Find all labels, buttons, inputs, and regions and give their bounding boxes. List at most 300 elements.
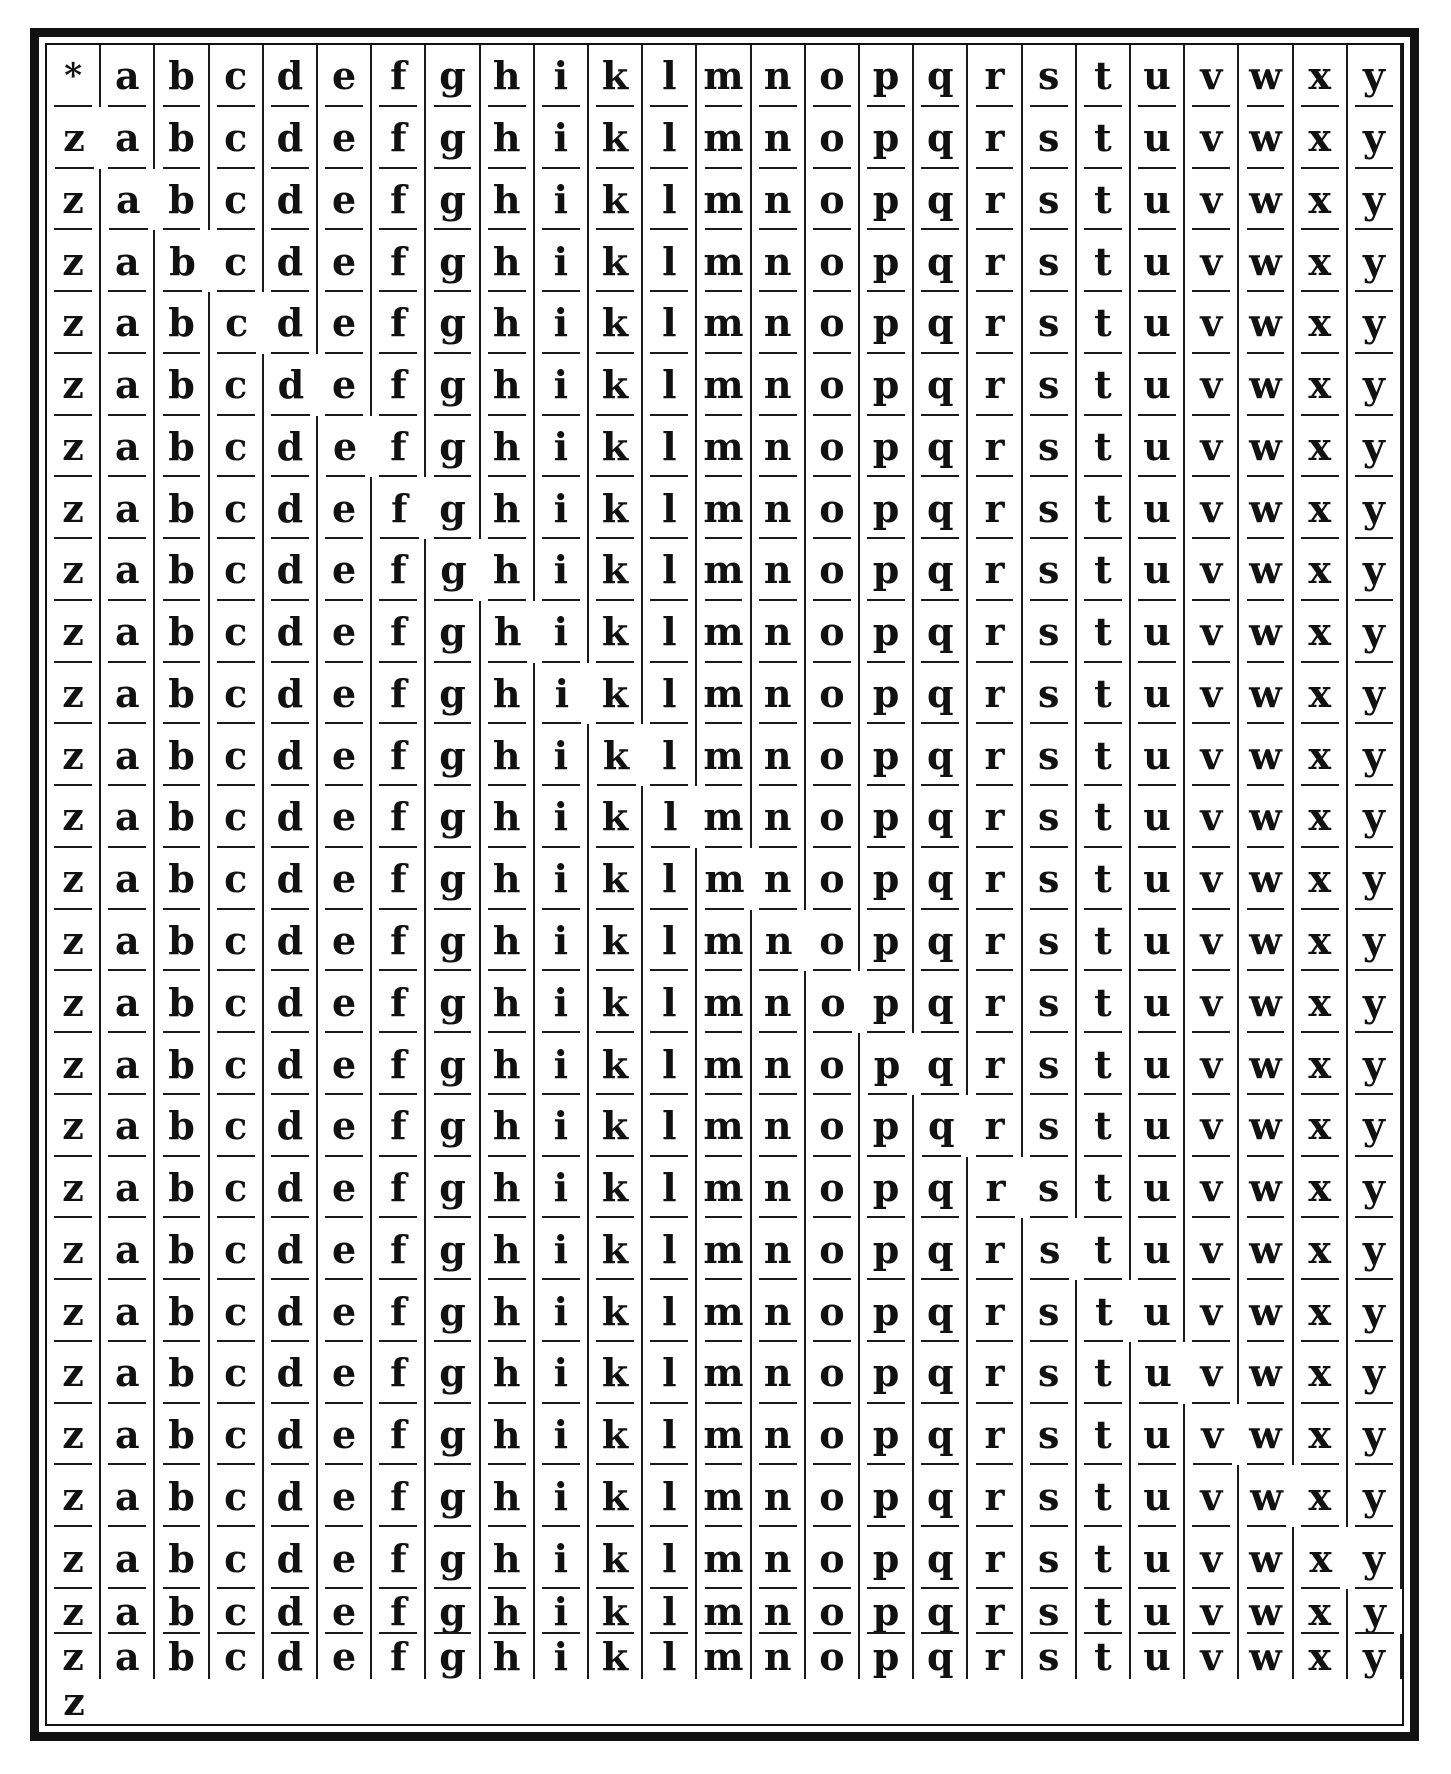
table-cell: c: [210, 292, 264, 354]
table-cell: d: [264, 230, 318, 292]
table-cell: m: [697, 601, 751, 663]
table-cell: b: [155, 477, 209, 539]
table-cell: m: [697, 1033, 751, 1095]
table-cell: r: [968, 910, 1022, 972]
table-cell: h: [481, 107, 535, 169]
table-cell: b: [155, 1527, 209, 1589]
table-cell: m: [697, 1095, 751, 1157]
table-cell: f: [372, 1095, 426, 1157]
table-cell: v: [1185, 1589, 1239, 1634]
table-cell: m: [697, 230, 751, 292]
table-cell: p: [860, 848, 914, 910]
table-cell: k: [589, 477, 643, 539]
table-cell: a: [101, 539, 155, 601]
table-cell: f: [372, 1527, 426, 1589]
table-cell: w: [1239, 477, 1293, 539]
table-cell: k: [589, 1033, 643, 1095]
table-cell: f: [372, 1218, 426, 1280]
table-cell: w: [1239, 663, 1293, 725]
table-cell: l: [643, 292, 697, 354]
table-cell: b: [155, 1342, 209, 1404]
table-cell: x: [1294, 354, 1348, 416]
table-cell: n: [752, 354, 806, 416]
table-cell: z: [47, 477, 101, 539]
table-cell: z: [47, 1589, 101, 1634]
table-cell: a: [101, 971, 155, 1033]
table-cell: r: [968, 848, 1022, 910]
row-key-cell: c: [210, 230, 264, 292]
table-cell: h: [481, 786, 535, 848]
table-cell: s: [1023, 910, 1077, 972]
table-cell: c: [210, 1218, 264, 1280]
table-cell: x: [1294, 786, 1348, 848]
table-cell: r: [968, 971, 1022, 1033]
table-cell: c: [210, 848, 264, 910]
table-cell: p: [860, 1404, 914, 1466]
table-cell: r: [968, 1342, 1022, 1404]
table-cell: v: [1185, 230, 1239, 292]
table-cell: v: [1185, 1404, 1239, 1466]
table-cell: c: [210, 107, 264, 169]
table-cell: x: [1294, 230, 1348, 292]
table-cell: a: [101, 786, 155, 848]
table-cell: p: [860, 601, 914, 663]
table-cell: d: [264, 1527, 318, 1589]
table-cell: u: [1131, 1157, 1185, 1219]
table-cell: f: [372, 107, 426, 169]
table-cell: f: [372, 601, 426, 663]
table-cell: y: [1348, 1157, 1402, 1219]
table-cell: z: [47, 1033, 101, 1095]
table-cell: x: [1294, 416, 1348, 478]
table-cell: z: [47, 230, 101, 292]
table-cell: t: [1077, 971, 1131, 1033]
table-cell: y: [1348, 1218, 1402, 1280]
table-cell: h: [481, 848, 535, 910]
row-key-cell: p: [860, 971, 914, 1033]
table-cell: m: [697, 1342, 751, 1404]
table-cell: d: [264, 354, 318, 416]
table-cell: e: [318, 477, 372, 539]
table-cell: d: [264, 663, 318, 725]
table-cell: g: [426, 1634, 480, 1679]
table-cell: z: [47, 971, 101, 1033]
header-cell: d: [264, 45, 318, 107]
row-key-cell: z: [47, 1634, 101, 1679]
row-key-cell: r: [968, 1095, 1022, 1157]
corner-symbol: *: [47, 45, 101, 107]
table-cell: d: [264, 1404, 318, 1466]
table-cell: w: [1239, 539, 1293, 601]
header-cell: m: [697, 45, 751, 107]
table-cell: x: [1294, 1280, 1348, 1342]
table-cell: p: [860, 354, 914, 416]
table-cell: g: [426, 1095, 480, 1157]
table-cell: p: [860, 1589, 914, 1634]
table-cell: t: [1077, 416, 1131, 478]
table-cell: i: [535, 416, 589, 478]
table-cell: v: [1185, 724, 1239, 786]
table-cell: l: [643, 169, 697, 231]
table-cell: d: [264, 1465, 318, 1527]
table-cell: o: [806, 169, 860, 231]
table-cell: o: [806, 724, 860, 786]
table-cell: a: [101, 910, 155, 972]
table-cell: m: [697, 1527, 751, 1589]
header-cell: y: [1348, 45, 1402, 107]
table-cell: w: [1239, 1527, 1293, 1589]
table-cell: q: [914, 1589, 968, 1634]
table-cell: g: [426, 1342, 480, 1404]
table-cell: r: [968, 477, 1022, 539]
table-cell: y: [1348, 292, 1402, 354]
table-cell: m: [697, 724, 751, 786]
table-cell: n: [752, 601, 806, 663]
table-cell: k: [589, 292, 643, 354]
table-cell: n: [752, 477, 806, 539]
table-cell: e: [318, 292, 372, 354]
header-cell: p: [860, 45, 914, 107]
table-cell: x: [1294, 1033, 1348, 1095]
table-cell: k: [589, 539, 643, 601]
table-cell: s: [1023, 971, 1077, 1033]
table-cell: w: [1239, 1589, 1293, 1634]
table-cell: t: [1077, 724, 1131, 786]
table-cell: f: [372, 1157, 426, 1219]
table-cell: r: [968, 1157, 1022, 1219]
table-cell: k: [589, 601, 643, 663]
row-key-cell: d: [264, 292, 318, 354]
table-cell: h: [481, 1342, 535, 1404]
table-cell: u: [1131, 292, 1185, 354]
table-cell: h: [481, 1404, 535, 1466]
table-cell: c: [210, 1157, 264, 1219]
table-cell: t: [1077, 169, 1131, 231]
table-cell: b: [155, 1157, 209, 1219]
table-cell: c: [210, 724, 264, 786]
table-cell: c: [210, 1095, 264, 1157]
table-cell: r: [968, 663, 1022, 725]
table-cell: i: [535, 786, 589, 848]
table-cell: h: [481, 1465, 535, 1527]
table-cell: i: [535, 848, 589, 910]
table-cell: d: [264, 169, 318, 231]
table-cell: x: [1294, 1634, 1348, 1679]
table-cell: e: [318, 724, 372, 786]
row-key-cell: i: [535, 601, 589, 663]
table-cell: r: [968, 539, 1022, 601]
table-cell: a: [101, 1157, 155, 1219]
table-cell: q: [914, 477, 968, 539]
table-cell: y: [1348, 1342, 1402, 1404]
table-cell: l: [643, 910, 697, 972]
table-cell: w: [1239, 1280, 1293, 1342]
table-cell: g: [426, 1527, 480, 1589]
table-cell: a: [101, 1634, 155, 1679]
table-cell: a: [101, 1033, 155, 1095]
table-cell: k: [589, 1342, 643, 1404]
table-cell: i: [535, 169, 589, 231]
table-cell: n: [752, 292, 806, 354]
table-cell: c: [210, 416, 264, 478]
table-cell: d: [264, 848, 318, 910]
table-cell: s: [1023, 292, 1077, 354]
header-cell: z: [47, 107, 101, 169]
table-cell: h: [481, 910, 535, 972]
table-cell: v: [1185, 477, 1239, 539]
table-cell: d: [264, 1033, 318, 1095]
table-cell: t: [1077, 1157, 1131, 1219]
table-cell: q: [914, 230, 968, 292]
table-cell: f: [372, 1465, 426, 1527]
table-cell: q: [914, 292, 968, 354]
header-cell: h: [481, 45, 535, 107]
table-cell: h: [481, 292, 535, 354]
table-cell: k: [589, 169, 643, 231]
table-cell: n: [752, 230, 806, 292]
table-cell: n: [752, 1033, 806, 1095]
table-cell: d: [264, 724, 318, 786]
table-cell: v: [1185, 1527, 1239, 1589]
table-cell: y: [1348, 724, 1402, 786]
table-cell: e: [318, 230, 372, 292]
table-cell: n: [752, 169, 806, 231]
table-cell: t: [1077, 230, 1131, 292]
table-cell: f: [372, 663, 426, 725]
header-cell: f: [372, 45, 426, 107]
table-cell: p: [860, 1634, 914, 1679]
table-cell: p: [860, 292, 914, 354]
table-cell: m: [697, 354, 751, 416]
table-cell: b: [155, 230, 209, 292]
row-key-cell: g: [426, 477, 480, 539]
table-cell: v: [1185, 601, 1239, 663]
table-cell: g: [426, 107, 480, 169]
table-cell: w: [1239, 910, 1293, 972]
table-cell: o: [806, 1342, 860, 1404]
table-cell: v: [1185, 292, 1239, 354]
table-cell: z: [47, 724, 101, 786]
table-cell: u: [1131, 601, 1185, 663]
header-cell: n: [752, 45, 806, 107]
table-cell: h: [481, 1589, 535, 1634]
table-cell: u: [1131, 416, 1185, 478]
table-cell: k: [589, 107, 643, 169]
table-cell: h: [481, 1157, 535, 1219]
table-cell: v: [1185, 107, 1239, 169]
table-cell: t: [1077, 1465, 1131, 1527]
table-cell: y: [1348, 663, 1402, 725]
table-cell: r: [968, 1527, 1022, 1589]
table-cell: u: [1131, 107, 1185, 169]
table-cell: y: [1348, 230, 1402, 292]
table-cell: p: [860, 107, 914, 169]
table-cell: n: [752, 663, 806, 725]
table-cell: v: [1185, 354, 1239, 416]
table-cell: l: [643, 1280, 697, 1342]
table-cell: l: [643, 848, 697, 910]
table-cell: l: [643, 971, 697, 1033]
table-cell: t: [1077, 786, 1131, 848]
table-cell: o: [806, 477, 860, 539]
table-cell: e: [318, 1218, 372, 1280]
table-cell: z: [47, 1342, 101, 1404]
table-cell: e: [318, 1095, 372, 1157]
table-cell: u: [1131, 1095, 1185, 1157]
table-cell: d: [264, 416, 318, 478]
table-cell: w: [1239, 601, 1293, 663]
table-cell: i: [535, 230, 589, 292]
table-cell: y: [1348, 786, 1402, 848]
table-cell: m: [697, 416, 751, 478]
table-cell: y: [1348, 1033, 1402, 1095]
table-cell: u: [1131, 1404, 1185, 1466]
table-cell: v: [1185, 971, 1239, 1033]
table-cell: m: [697, 107, 751, 169]
table-cell: e: [318, 601, 372, 663]
table-cell: r: [968, 601, 1022, 663]
table-cell: q: [914, 601, 968, 663]
table-cell: c: [210, 1465, 264, 1527]
table-cell: y: [1348, 1589, 1402, 1634]
table-cell: b: [155, 1095, 209, 1157]
table-cell: l: [643, 230, 697, 292]
table-cell: k: [589, 1218, 643, 1280]
table-cell: z: [47, 539, 101, 601]
table-cell: w: [1239, 786, 1293, 848]
table-cell: f: [372, 1033, 426, 1095]
header-cell: a: [101, 45, 155, 107]
table-cell: i: [535, 910, 589, 972]
table-cell: y: [1348, 848, 1402, 910]
table-cell: s: [1023, 1280, 1077, 1342]
table-cell: m: [697, 848, 751, 910]
table-cell: m: [697, 971, 751, 1033]
table-cell: k: [589, 910, 643, 972]
table-cell: l: [643, 663, 697, 725]
table-cell: a: [101, 230, 155, 292]
table-cell: d: [264, 1589, 318, 1634]
table-cell: y: [1348, 1634, 1402, 1679]
table-cell: v: [1185, 169, 1239, 231]
table-cell: i: [535, 1527, 589, 1589]
table-cell: m: [697, 1589, 751, 1634]
table-cell: w: [1239, 292, 1293, 354]
table-cell: x: [1294, 539, 1348, 601]
table-cell: c: [210, 910, 264, 972]
table-cell: l: [643, 1033, 697, 1095]
table-cell: s: [1023, 354, 1077, 416]
table-cell: u: [1131, 1465, 1185, 1527]
table-cell: i: [535, 1033, 589, 1095]
row-key-cell: t: [1077, 1218, 1131, 1280]
table-cell: r: [968, 169, 1022, 231]
table-cell: t: [1077, 1589, 1131, 1634]
table-cell: e: [318, 786, 372, 848]
table-cell: l: [643, 477, 697, 539]
table-cell: n: [752, 724, 806, 786]
table-cell: g: [426, 1465, 480, 1527]
table-cell: p: [860, 416, 914, 478]
table-cell: u: [1131, 786, 1185, 848]
table-cell: i: [535, 1589, 589, 1634]
table-cell: r: [968, 230, 1022, 292]
table-cell: l: [643, 601, 697, 663]
table-cell: a: [101, 663, 155, 725]
table-cell: l: [643, 1589, 697, 1634]
table-cell: m: [697, 539, 751, 601]
table-cell: q: [914, 107, 968, 169]
table-cell: l: [643, 107, 697, 169]
table-cell: n: [752, 971, 806, 1033]
table-cell: i: [535, 477, 589, 539]
table-cell: p: [860, 1157, 914, 1219]
table-cell: a: [101, 848, 155, 910]
table-cell: e: [318, 1404, 372, 1466]
table-cell: v: [1185, 1095, 1239, 1157]
table-cell: z: [47, 1218, 101, 1280]
table-cell: c: [210, 663, 264, 725]
table-cell: q: [914, 354, 968, 416]
table-cell: g: [426, 971, 480, 1033]
table-cell: c: [210, 971, 264, 1033]
cipher-table-frame: [30, 28, 1419, 1741]
header-cell: c: [210, 45, 264, 107]
table-cell: r: [968, 1404, 1022, 1466]
table-cell: l: [643, 1218, 697, 1280]
table-cell: t: [1077, 1527, 1131, 1589]
table-cell: p: [860, 1033, 914, 1095]
table-cell: y: [1348, 354, 1402, 416]
header-cell: g: [426, 45, 480, 107]
table-cell: i: [535, 539, 589, 601]
table-cell: a: [101, 1404, 155, 1466]
header-cell: v: [1185, 45, 1239, 107]
table-cell: b: [155, 910, 209, 972]
table-cell: o: [806, 848, 860, 910]
table-cell: b: [155, 1589, 209, 1634]
table-cell: e: [318, 971, 372, 1033]
table-cell: n: [752, 416, 806, 478]
table-cell: k: [589, 1527, 643, 1589]
table-cell: y: [1348, 416, 1402, 478]
table-cell: x: [1294, 1157, 1348, 1219]
header-cell: w: [1239, 45, 1293, 107]
table-cell: u: [1131, 477, 1185, 539]
table-cell: c: [210, 354, 264, 416]
table-cell: m: [697, 477, 751, 539]
header-cell: l: [643, 45, 697, 107]
table-cell: y: [1348, 1465, 1402, 1527]
table-cell: w: [1239, 169, 1293, 231]
table-cell: e: [318, 1527, 372, 1589]
table-cell: d: [264, 539, 318, 601]
table-cell: g: [426, 354, 480, 416]
table-cell: y: [1348, 477, 1402, 539]
table-cell: u: [1131, 1527, 1185, 1589]
table-cell: b: [155, 416, 209, 478]
table-cell: h: [481, 724, 535, 786]
table-cell: r: [968, 1218, 1022, 1280]
table-cell: k: [589, 1634, 643, 1679]
table-cell: x: [1294, 477, 1348, 539]
table-cell: m: [697, 1280, 751, 1342]
table-cell: d: [264, 107, 318, 169]
table-cell: n: [752, 107, 806, 169]
table-cell: h: [481, 601, 535, 663]
table-cell: a: [101, 1280, 155, 1342]
table-cell: u: [1131, 354, 1185, 416]
